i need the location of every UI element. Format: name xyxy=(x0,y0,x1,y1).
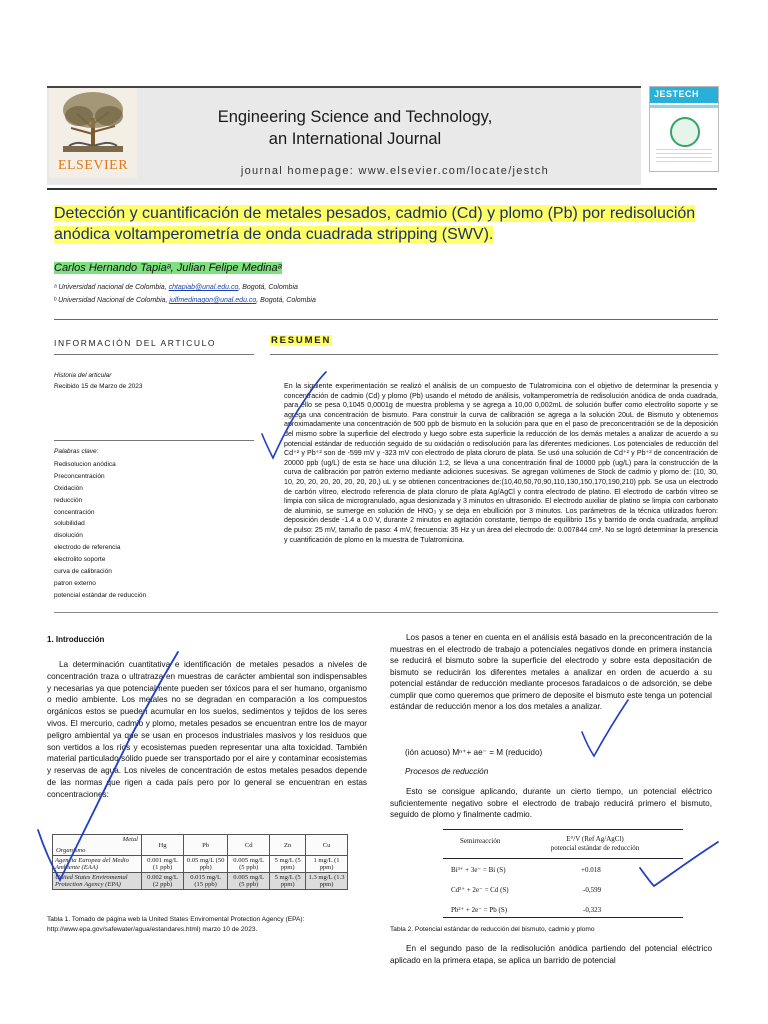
keyword-item: potencial estándar de reducción xyxy=(54,591,147,599)
journal-title-line2: an International Journal xyxy=(268,130,442,148)
table2-reaction: Bi³⁺ + 3e⁻ = Bi (S) xyxy=(451,866,506,874)
table2-reaction: Pb²⁺ + 2e⁻ = Pb (S) xyxy=(451,906,508,914)
table-cell: 0.005 mg/L (5 ppb) xyxy=(228,873,270,890)
header-divider xyxy=(47,188,717,190)
stripping-paragraph: En el segundo paso de la redisolución anódica partiendo del potencial eléctrico aplicado en la primera etapa, se aplica un barrido de potencial xyxy=(390,944,712,965)
table-cell: 0.002 mg/L (2 ppb) xyxy=(142,873,184,890)
info-heading-rule xyxy=(54,354,254,355)
keyword-item: patron externo xyxy=(54,579,96,587)
keyword-item: electrodo de referencia xyxy=(54,544,121,552)
keyword-item: solubilidad xyxy=(54,520,85,528)
keyword-list xyxy=(54,459,146,602)
column-header: Pb xyxy=(184,835,228,856)
publisher-name: ELSEVIER xyxy=(57,158,129,173)
keywords-label: Palabras clave: xyxy=(54,448,99,455)
table2-column-header: E°/V (Ref Ag/AgCl) potencial estándar de reducción xyxy=(550,835,640,852)
table2-caption: Tabla 2. Potencial estándar de reducción del bismuto, cadmio y plomo xyxy=(390,926,595,933)
metal-limits-table xyxy=(52,834,348,890)
cover-text-lines xyxy=(656,149,712,163)
abstract-heading-rule xyxy=(270,354,718,355)
reduction-paragraph: Esto se consigue aplicando, durante un cierto tiempo, un potencial eléctrico suficientemente negativo sobre el electrodo de trabajo reducirá primero el bismuto, seguido de plomo y finalmente cadmio. xyxy=(390,787,712,819)
table2-value: -0,599 xyxy=(583,886,602,894)
table2-column-header: Semirreacción xyxy=(460,837,501,845)
table-cell: 1 mg/L (1 ppm) xyxy=(306,856,348,873)
table1-caption: Tabla 1. Tomado de página web la United States Enviromental Protection Agency (EPA): http://www.epa.gov/safewater/agua/estandares.html) marzo 10 de 2023. xyxy=(47,916,305,933)
subsection-heading-reduction: Procesos de reducción xyxy=(405,767,489,776)
intro-paragraph: La determinación cuantitativa e identificación de metales pesados a niveles de concentración traza o ultratraza en muestras de carácter ambiental son indispensables y necesarias ya que potencialmente pueden ser tóxicos para el ser humano, organismo o medio ambiente. Los metales no se degradan en comparación a los compuestos orgánicos estos se pueden acumular en los suelos, sedimentos y tejidos de los seres vivos. El mercurio, cadmio y plomo, metales pesados se encuentran entre los de mayor peligro ambiental ya que se usan en procesos industriales masivos y los residuos que son vertidos a los ríos y ecosistemas pueden representar una alta toxicidad. También material particulado sólido puede ser transportado por el aire y contaminar ecosistemas y reservas de agua. Los niveles de concentración de estos metales pesados depende de las normas que rigen a cada país pero por lo general se encuentran en estas concentraciones: xyxy=(47,660,367,799)
cover-journal-name: JESTECH xyxy=(654,89,700,99)
table-corner-cell: Metal Organismo xyxy=(53,835,142,856)
keyword-item: electrolito soporte xyxy=(54,556,106,564)
table2-value: +0.018 xyxy=(581,866,601,874)
history-label: Historia del articular xyxy=(54,372,112,379)
reduction-equation: (ión acuoso) Mⁿ⁺+ ae⁻ = M (reducido) xyxy=(405,748,543,757)
steps-paragraph: Los pasos a tener en cuenta en el análisis está basado en la preconcentración de la muestras en el electrodo de trabajo a potenciales negativos donde en primera instancia se reducirá el bismuto sobre la superficie del electrodo y sobre esta depositación de bismuto se reducirán los diferentes metales a analizar en orden de acuerdo a su potencial estándar de reducción mediante procesos faradaicos o de adsorción, se debe cumplir que como queremos que primero de deposite el bismuto este tenga un potencial estándar de reducción menor a los dos metales a analizar. xyxy=(390,633,712,711)
received-date: Recibido 15 de Marzo de 2023 xyxy=(54,383,143,390)
paper-title-text: Detección y cuantificación de metales pesados, cadmio (Cd) y plomo (Pb) por redisolución anódica voltamperometría de onda cuadrada stripping (SWV). xyxy=(54,205,696,243)
paper-title xyxy=(54,203,714,245)
table-header-row xyxy=(53,835,348,856)
journal-title xyxy=(170,106,540,150)
journal-cover-thumbnail xyxy=(649,86,719,172)
table-cell: 5 mg/L (5 ppm) xyxy=(270,856,306,873)
journal-title-line1: Engineering Science and Technology, xyxy=(217,108,493,126)
table2-value: -0,323 xyxy=(583,906,602,914)
cover-stripe xyxy=(650,105,718,108)
table2-reaction: Cd²⁺ + 2e⁻ = Cd (S) xyxy=(451,886,509,894)
table-cell: 0.015 mg/L (15 ppb) xyxy=(184,873,228,890)
keyword-item: curva de calibración xyxy=(54,568,112,576)
table-cell: 5 mg/L (5 ppm) xyxy=(270,873,306,890)
author-names: Carlos Hernando Tapiaᵃ, Julian Felipe Medinaᵃ xyxy=(54,262,282,274)
keyword-item: Redisolucion anódica xyxy=(54,461,116,468)
keyword-item: reducción xyxy=(54,496,83,504)
history-rule xyxy=(54,440,254,441)
author-list xyxy=(54,262,282,274)
section-heading-introduction: 1. Introducción xyxy=(47,635,105,644)
keyword-item: Preconcentración xyxy=(54,472,105,480)
affiliation-a: ᵃ Universidad nacional de Colombia, chtapiab@unal.edu.co, Bogotá, Colombia xyxy=(54,284,298,291)
keyword-item: concentración xyxy=(54,508,95,516)
table2-bottom-rule xyxy=(443,917,683,918)
abstract-text: En la siguiente experimentación se realizó el análisis de un compuesto de Tulatromicina con el objetivo de determinar la presencia y concentración de cadmio (Cd) y plomo (Pb) usando el método de análisis, voltamperometría de redisolución anódica de onda cuadrada, para ello se pesa 0,1045 0,0001g de muestra problema y se agrega a 10,00 0,002mL de solución buffer como electrolito soporte y se agrega una concentración de bismuto. Para construir la curva de calibración se agrega a la solución 20uL de Bismuto y obtenemos aproximadamente una concentración de 500 ppb de bismuto en la solución para que en el paso de preconcentración se de la deposición del mismo sobre la superficie del electrodo y luego sobre esta superficie la reducción de los demás metales a analizar de acuerdo a su potencial estándar de reducción seguido de su oxidación o redisolución para las diferentes mediciones. Los potenciales de reducción del Cd⁺² y Pb⁺² son de -599 mV y -323 mV con electrodo de plata cloruro de plata. Se usó una solución de Cd⁺² y Pb⁺² de concentración de 20000 ppb (ug/L) de esta se hace una dilución 1:2, se lleva a una concentración final de 10000 ppb (ug/L) para la construcción de la curva de calibración por patrón externo mediante adiciones sucesivas. Se agregan volúmenes de Stock de cadmio y plomo de: (10, 30, 10, 20, 20, 20, 20, 20, 20, 20,) uL y se obtienen concentraciones de:(10,40,50,70,90,110,130,150,170,190,210) ppb. Se usa un electrodo de carbón vítreo, electrodo referencia de plata cloruro de plata Ag/AgCl y contra electrodo de platino. El electrodo de carbón vítreo se limpia con silica de microgranulado, agua desionizada y 3 minutos en ultrasonido. El electrodo auxiliar de platino se limpia con carbonato de aluminio, se sumerge en solución de HNO₃ y se deja en ebullición por 3 minutos. Los parámetros de la técnica utilizados fueron: deposición desde -1.4 a 0.0 V, durante 2 minutos en agitación constante, tiempo de equilibrio 15s y barrido de onda cuadrada, amplitud de pulso: 25 mV, tamaño de paso: 4 mV, frecuencia: 35 Hz y un área del electrodo de: 0.007844 cm². No se logró determinar la presencia y cuantificación de plomo en la muestra de Tulatromicina. xyxy=(284,382,718,544)
table-cell: 0.005 mg/L (5 ppb) xyxy=(228,856,270,873)
table-cell-organism: United States Enviromental Protection Agency (EPA) xyxy=(53,873,142,890)
elsevier-tree-logo xyxy=(49,88,137,178)
table-cell: 1.3 mg/L (1.3 ppm) xyxy=(306,873,348,890)
affiliation-b: ᵇ Universidad Nacional de Colombia, julfmedinagon@unal.edu.co, Bogotá, Colombia xyxy=(54,297,316,304)
table2-header-rule xyxy=(443,858,683,859)
table-row xyxy=(53,873,348,890)
keyword-item: Oxidación xyxy=(54,484,83,492)
abstract-heading: RESUMEN xyxy=(271,335,332,346)
keyword-item: disolución xyxy=(54,532,83,540)
column-header: Cu xyxy=(306,835,348,856)
table-cell: 0.001 mg/L (1 ppb) xyxy=(142,856,184,873)
table-cell-organism: Agencia Europea del Medio Ambiente (EAA) xyxy=(53,856,142,873)
column-header: Hg xyxy=(142,835,184,856)
cover-emblem-icon xyxy=(670,117,700,147)
author-email-link[interactable]: julfmedinagon@unal.edu.co xyxy=(169,297,257,304)
column-header: Zn xyxy=(270,835,306,856)
table-row xyxy=(53,856,348,873)
affiliation-divider xyxy=(54,319,718,320)
table2-top-rule xyxy=(443,829,683,830)
journal-homepage[interactable]: journal homepage: www.elsevier.com/locate/jestch xyxy=(240,165,550,177)
column-header: Cd xyxy=(228,835,270,856)
author-email-link[interactable]: chtapiab@unal.edu.co xyxy=(168,284,239,291)
front-matter-divider xyxy=(54,612,718,613)
article-info-heading: INFORMACIÓN DEL ARTICULO xyxy=(54,338,217,348)
table-cell: 0.05 mg/L (50 ppb) xyxy=(184,856,228,873)
